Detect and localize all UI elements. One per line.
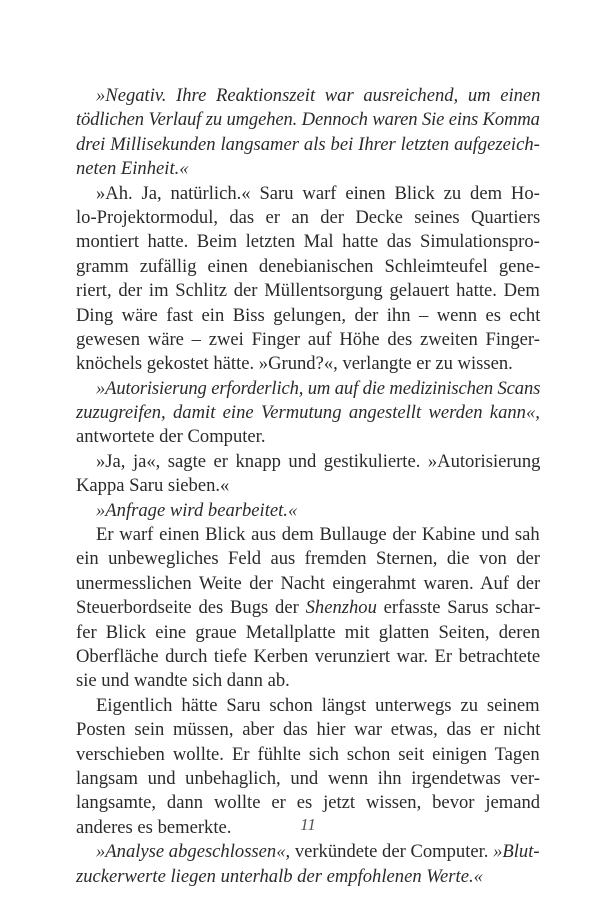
text-line [76,182,560,206]
text-line [76,450,560,474]
italic-run: »Analyse abgeschlossen« [96,841,286,863]
text-line [76,791,540,815]
text-run: langsam und unbehaglich, und wenn ihn irgendetwas ver- [76,767,540,789]
text-line [76,596,540,620]
italic-run: »Autorisierung erforderlich, um auf die medizinischen Scans [96,377,541,399]
paragraph [76,499,540,523]
text-line [76,572,540,596]
text-run: gramm zufällig einen denebianischen Schleimteufel gene- [76,255,541,277]
italic-run: »Negativ. Ihre Reaktionszeit war ausreichend, um einen [96,85,541,106]
text-line [76,401,540,425]
paragraph [76,450,540,499]
page-number: 11 [300,815,316,834]
text-line [76,865,540,889]
text-line [76,547,540,571]
text-line [76,523,560,547]
text-line [76,84,560,108]
text-run: unermesslichen Weite der Nacht eingerahmt waren. Auf der [76,572,541,594]
italic-run: zuzugreifen, damit eine Vermutung angestellt werden kann«, [76,402,540,424]
text-run: Kappa Saru sieben.« [76,475,230,497]
text-line [76,669,540,693]
text-line [76,474,540,498]
text-line [76,499,560,523]
italic-run: tödlichen Verlauf zu umgehen. Dennoch waren Sie eins Komma [76,109,540,131]
text-line [76,255,540,279]
text-line [76,645,540,669]
text-line [76,352,540,376]
text-line [76,425,540,449]
text-run: fer Blick eine graue Metallplatte mit glatten Seiten, deren [76,621,541,643]
text-run: ein unbewegliches Feld aus fremden Sternen, die von der [76,548,540,570]
text-line [76,694,560,718]
text-line [76,743,540,767]
text-line [76,133,540,157]
paragraph [76,523,540,694]
text-run: riert, der im Schlitz der Müllentsorgung gelauert hatte. Dem [76,280,540,302]
text-line [76,767,540,791]
paragraph [76,84,540,182]
text-line [76,230,540,254]
text-run: , verkündete der Computer. [285,841,494,863]
text-run: Posten sein müssen, aber das hier war etwas, das er nicht [76,719,541,741]
italic-run: neten Einheit.« [76,158,189,180]
italic-run: »Blut- [493,841,540,863]
text-run: Steuerbordseite des Bugs der [76,597,306,619]
text-run: montiert hatte. Beim letzten Mal hatte das Simulationspro- [76,231,540,253]
text-line [76,328,540,352]
text-line [76,377,560,401]
text-run: Eigentlich hätte Saru schon längst unterwegs zu seinem [96,694,540,716]
text-run: langsamte, dann wollte er es jetzt wissen, bevor jemand [76,792,541,814]
text-run: anderes es bemerkte. [76,816,232,838]
body-text [76,84,540,889]
text-run: erfasste Sarus schar- [376,597,541,619]
text-line [76,206,540,230]
text-line [76,108,540,132]
paragraph [76,377,540,450]
text-run: Ding wäre fast ein Biss gelungen, der ihn – wenn es echt [76,304,541,326]
text-line [76,157,540,181]
text-run: Oberfläche durch tiefe Kerben verunziert war. Er betrachtete [76,645,541,667]
italic-run: »Anfrage wird bearbeitet.« [96,499,298,521]
text-run: verschieben wollte. Er fühlte sich schon seit einigen Tagen [76,743,540,765]
text-line [76,718,540,742]
text-line [76,840,560,864]
text-run: »Ah. Ja, natürlich.« Saru warf einen Blick zu dem Ho- [96,182,540,204]
text-run: lo-Projektormodul, das er an der Decke seines Quartiers [76,206,541,228]
text-run: Er warf einen Blick aus dem Bullauge der Kabine und sah [96,524,540,546]
text-run: sie und wandte sich dann ab. [76,670,290,692]
text-line [76,621,540,645]
paragraph [76,182,540,377]
paragraph [76,840,540,889]
text-run: »Ja, ja«, sagte er knapp und gestikulierte. »Autorisierung [96,450,541,472]
italic-run: zuckerwerte liegen unterhalb der empfohlenen Werte.« [76,865,483,887]
text-line [76,304,540,328]
text-run: antwortete der Computer. [76,426,266,448]
text-run: gewesen wäre – zwei Finger auf Höhe des zweiten Finger- [76,328,540,350]
italic-run: drei Millisekunden langsamer als bei Ihrer letzten aufgezeich- [76,133,540,155]
italic-run: Shenzhou [305,597,377,619]
text-run: knöchels gekostet hätte. »Grund?«, verlangte er zu wissen. [76,353,513,375]
text-line [76,279,540,303]
